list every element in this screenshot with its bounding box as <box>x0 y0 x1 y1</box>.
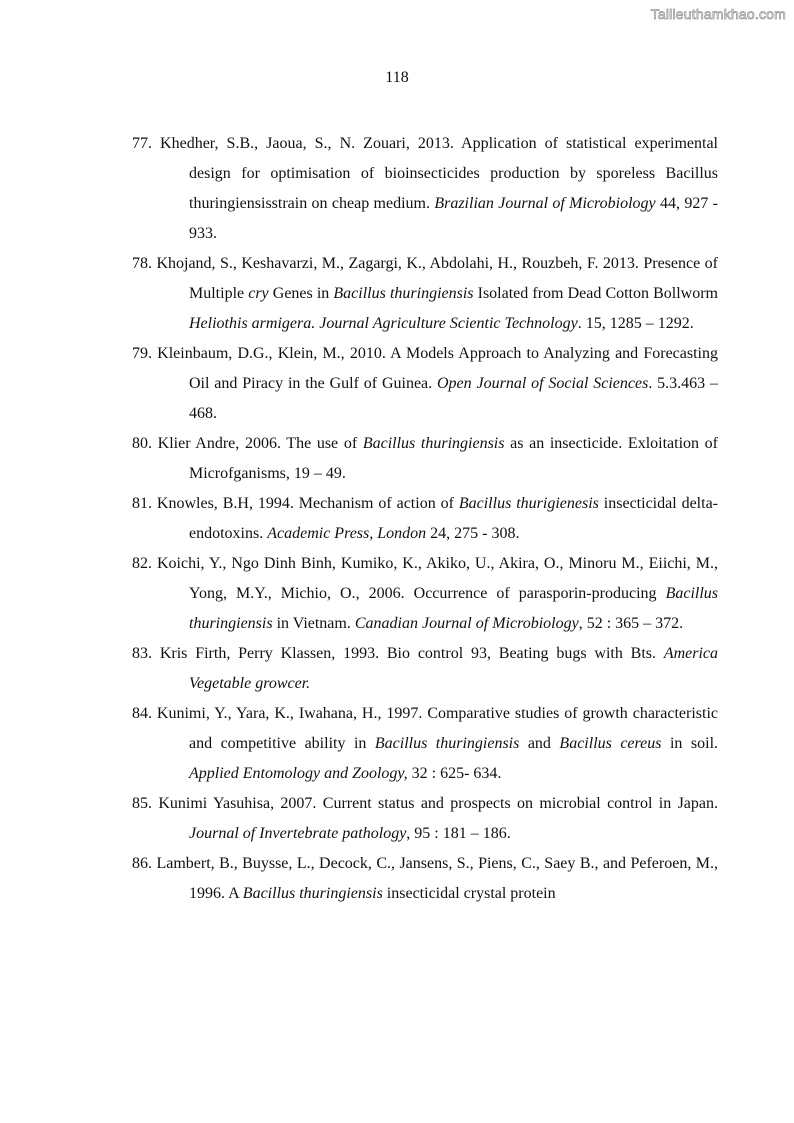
reference-item: 85. Kunimi Yasuhisa, 2007. Current status and prospects on microbial control in Japan. Journal of Invertebrate pathology, 95 : 181 – 186. <box>132 795 718 842</box>
reference-number: 77. <box>132 135 152 152</box>
reference-number: 85. <box>132 795 152 812</box>
reference-item: 80. Klier Andre, 2006. The use of Bacillus thuringiensis as an insecticide. Exloitation of Microfganisms, 19 – 49. <box>132 435 719 482</box>
reference-item: 83. Kris Firth, Perry Klassen, 1993. Bio control 93, Beating bugs with Bts. America Vegetable growcer. <box>132 645 719 692</box>
reference-number: 86. <box>132 855 152 872</box>
page-number: 118 <box>385 69 409 86</box>
reference-number: 78. <box>132 255 152 272</box>
reference-item: 81. Knowles, B.H, 1994. Mechanism of action of Bacillus thurigienesis insecticidal delta-endotoxins. Academic Press, London 24, 275 - 308. <box>132 495 719 542</box>
reference-number: 83. <box>132 645 152 662</box>
reference-list <box>132 129 718 909</box>
reference-number: 81. <box>132 495 152 512</box>
watermark-text: Tailieuthamkhao.com <box>650 6 786 22</box>
reference-number: 79. <box>132 345 152 362</box>
reference-number: 80. <box>132 435 152 452</box>
reference-item: 84. Kunimi, Y., Yara, K., Iwahana, H., 1997. Comparative studies of growth characteristic and competitive ability in Bacillus thuringiensis and Bacillus cereus in soil. Applied Entomology and Zoology, 32 : 625- 634. <box>132 705 719 782</box>
reference-item: 77. Khedher, S.B., Jaoua, S., N. Zouari, 2013. Application of statistical experimental design for optimisation of bioinsecticides production by sporeless Bacillus thuringiensisstrain on cheap medium. Brazilian Journal of Microbiology 44, 927 - 933. <box>132 135 718 242</box>
reference-item: 86. Lambert, B., Buysse, L., Decock, C., Jansens, S., Piens, C., Saey B., and Peferoen, M., 1996. A Bacillus thuringiensis insecticidal crystal protein <box>132 855 719 902</box>
reference-item: 78. Khojand, S., Keshavarzi, M., Zagargi, K., Abdolahi, H., Rouzbeh, F. 2013. Presence of Multiple cry Genes in Bacillus thuringiensis Isolated from Dead Cotton Bollworm Heliothis armigera. Journal Agriculture Scientic Technology. 15, 1285 – 1292. <box>132 255 719 332</box>
reference-number: 82. <box>132 555 152 572</box>
reference-item: 82. Koichi, Y., Ngo Dinh Binh, Kumiko, K., Akiko, U., Akira, O., Minoru M., Eiichi, M., Yong, M.Y., Michio, O., 2006. Occurrence of parasporin-producing Bacillus thuringiensis in Vietnam. Canadian Journal of Microbiology, 52 : 365 – 372. <box>132 555 718 632</box>
reference-item: 79. Kleinbaum, D.G., Klein, M., 2010. A Models Approach to Analyzing and Forecasting Oil and Piracy in the Gulf of Guinea. Open Journal of Social Sciences. 5.3.463 – 468. <box>132 345 718 422</box>
reference-number: 84. <box>132 705 152 722</box>
